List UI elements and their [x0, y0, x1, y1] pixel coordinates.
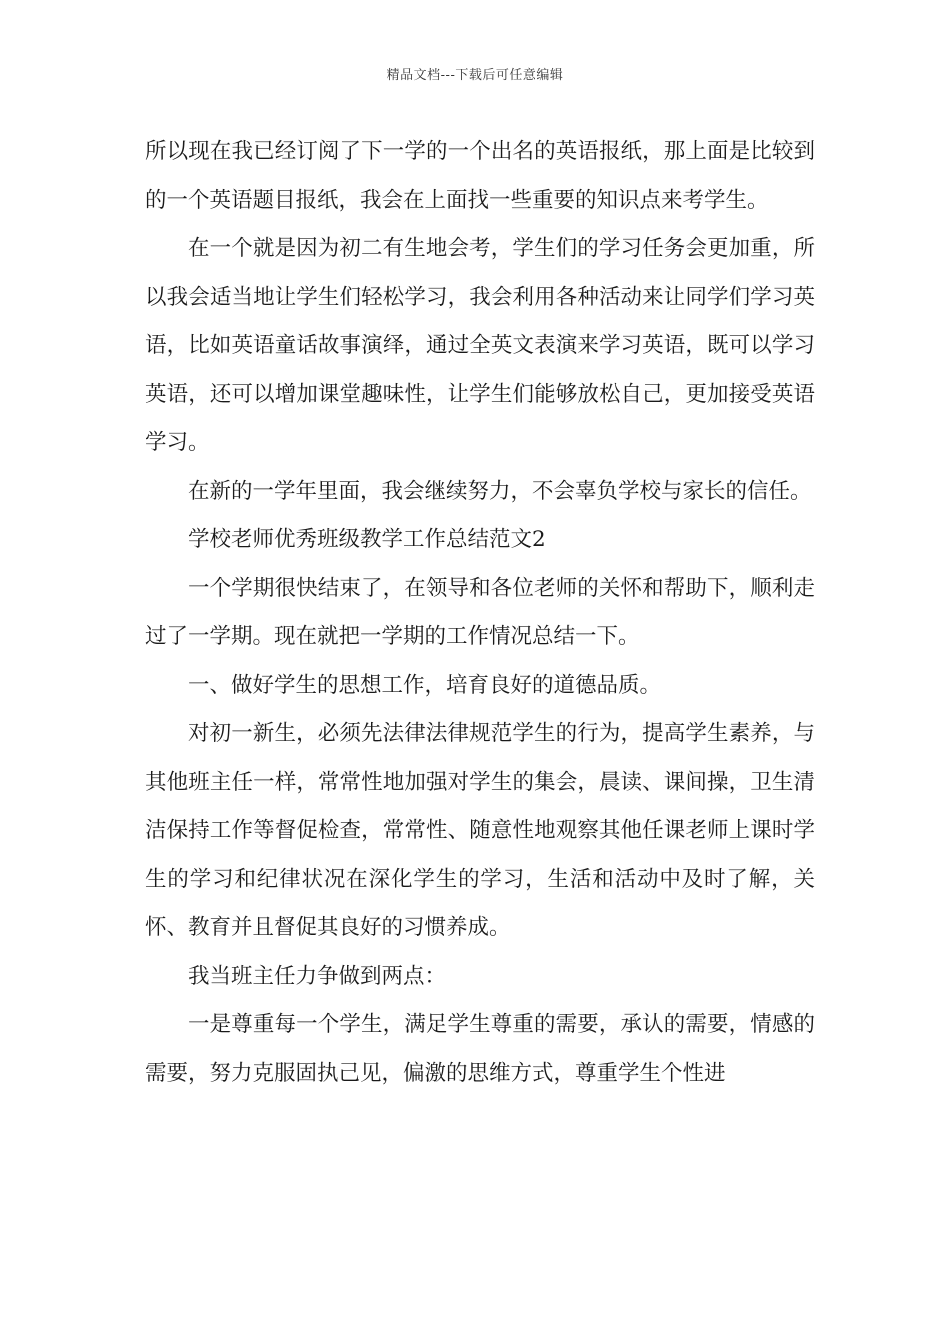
paragraph-continuation: 所以现在我已经订阅了下一学的一个出名的英语报纸，那上面是比较到的一个英语题目报纸，我会在上面找一些重要的知识点来考学生。: [145, 139, 815, 213]
section-title: 学校老师优秀班级教学工作总结范文2: [188, 527, 546, 552]
page-header: 精品文档---下载后可任意编辑: [386, 68, 564, 83]
document-body: [145, 128, 815, 1098]
paragraph: 对初一新生，必须先法律法律规范学生的行为，提高学生素养，与其他班主任一样，常常性地加强对学生的集会，晨读、课间操，卫生清洁保持工作等督促检查，常常性、随意性地观察其他任课老师上课时学生的学习和纪律状况在深化学生的学习，生活和活动中及时了解，关怀、教育并且督促其良好的习惯养成。: [145, 721, 815, 940]
paragraph: 在新的一学年里面，我会继续努力，不会辜负学校与家长的信任。: [188, 478, 812, 504]
paragraph: 一个学期很快结束了，在领导和各位老师的关怀和帮助下，顺利走过了一学期。现在就把一学期的工作情况总结一下。: [145, 575, 815, 649]
paragraph: 一是尊重每一个学生，满足学生尊重的需要，承认的需要，情感的需要，努力克服固执己见，偏激的思维方式，尊重学生个性进: [145, 1012, 815, 1086]
subsection-heading: 一、做好学生的思想工作，培育良好的道德品质。: [188, 672, 662, 698]
paragraph: 在一个就是因为初二有生地会考，学生们的学习任务会更加重，所以我会适当地让学生们轻松学习，我会利用各种活动来让同学们学习英语，比如英语童话故事演绎，通过全英文表演来学习英语，既可以学习英语，还可以增加课堂趣味性，让学生们能够放松自己，更加接受英语学习。: [145, 236, 815, 455]
paragraph: 我当班主任力争做到两点：: [188, 963, 447, 989]
